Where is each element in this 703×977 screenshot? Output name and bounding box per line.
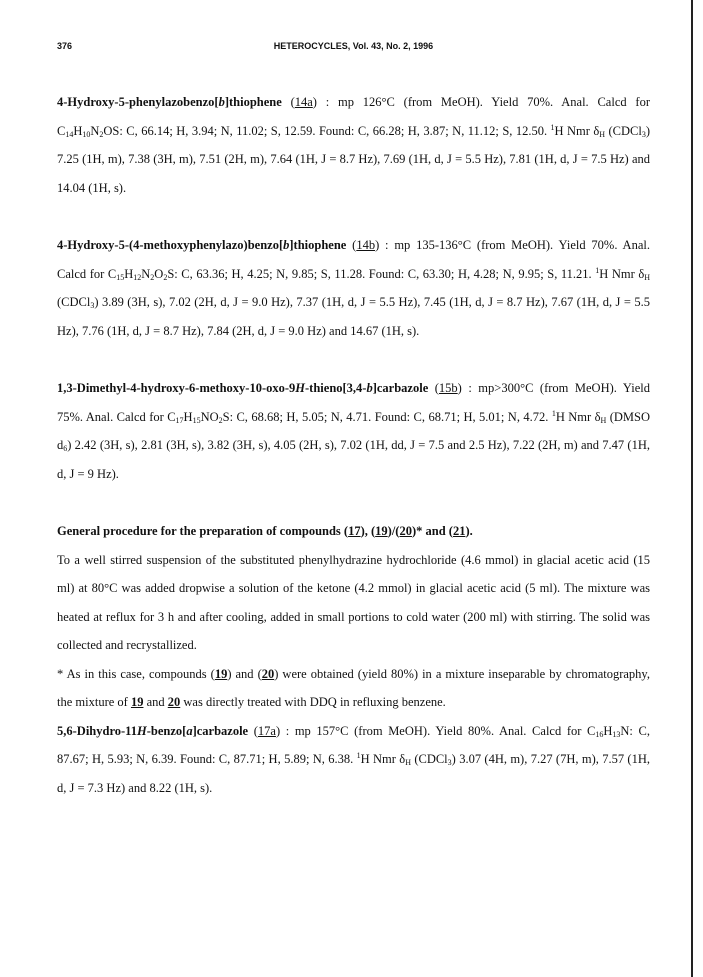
compound-number: 17 bbox=[348, 524, 361, 538]
compound-entry-14b: 4-Hydroxy-5-(4-methoxyphenylazo)benzo[b]thiophene (14b) : mp 135-136°C (from MeOH). Yield 70%. Anal. Calcd for $C_{15}H_{12}N_2O_2S$: C, 63.36; H, 4.25; N, 9.85; S, 11.28. Found: C, 63.30; H, 4.28; N, 9.95; S, 11.21. $^1$H Nmr $\delta_H$ (CDCl$_3$) 3.89 (3H, s), 7.02 (2H, d, J = 9.0 Hz), 7.37 (1H, d, J = 5.5 Hz), 7.45 (1H, d, J = 8.7 Hz), 7.67 (1H, d, J = 5.5 Hz), 7.76 (1H, d, J = 8.7 Hz), 7.84 (2H, d, J = 9.0 Hz) and 14.67 (1H, s). bbox=[57, 238, 650, 338]
page-number: 376 bbox=[57, 41, 73, 51]
procedure-heading: General procedure for the preparation of compounds (17), (19)/(20)* and (21). bbox=[57, 524, 473, 538]
running-header bbox=[57, 41, 650, 55]
compound-number: 21 bbox=[452, 524, 466, 538]
procedure-body: To a well stirred suspension of the substituted phenylhydrazine hydrochloride (4.6 mmol) in glacial acetic acid (15 ml) at 80°C was added dropwise a solution of the ketone (4.2 mmol) in glacial acetic acid (5 ml). The mixture was heated at reflux for 3 h and after cooling, added in small portions to cold water (200 ml) with stirring. The solid was collected and recrystallized. bbox=[57, 552, 650, 652]
procedure-footnote: * As in this case, compounds (19) and (20) were obtained (yield 80%) in a mixture inseparable by chromatography, the mixture of 19 and 20 was directly treated with DDQ in refluxing benzene. bbox=[57, 666, 650, 709]
compound-number: 20 bbox=[399, 524, 412, 538]
journal-header: HETEROCYCLES, Vol. 43, No. 2, 1996 bbox=[273, 41, 434, 51]
compound-name: 1,3-Dimethyl-4-hydroxy-6-methoxy-10-oxo-9H-thieno[3,4-b]carbazole bbox=[57, 381, 429, 395]
page-body bbox=[57, 88, 650, 802]
compound-entry-15b: 1,3-Dimethyl-4-hydroxy-6-methoxy-10-oxo-9H-thieno[3,4-b]carbazole (15b) : mp>300°C (from MeOH). Yield 75%. Anal. Calcd for $C_{17}H_{15}NO_2S$: C, 68.68; H, 5.05; N, 4.71. Found: C, 68.71; H, 5.01; N, 4.72. $^1$H Nmr $\delta_H$ (DMSO $d_6$) 2.42 (3H, s), 2.81 (3H, s), 3.82 (3H, s), 4.05 (2H, s), 7.02 (1H, dd, J = 7.5 and 2.5 Hz), 7.22 (2H, m) and 7.47 (1H, d, J = 9 Hz). bbox=[57, 381, 650, 481]
compound-name: 4-Hydroxy-5-phenylazobenzo[b]thiophene bbox=[57, 95, 282, 109]
compound-entry-14a: 4-Hydroxy-5-phenylazobenzo[b]thiophene (14a) : mp 126°C (from MeOH). Yield 70%. Anal. Calcd for $C_{14}H_{10}N_2OS$: C, 66.14; H, 3.94; N, 11.02; S, 12.59. Found: C, 66.28; H, 3.87; N, 11.12; S, 12.50. $^1$H Nmr $\delta_H$ (CDCl$_3$) 7.25 (1H, m), 7.38 (3H, m), 7.51 (2H, m), 7.64 (1H, J = 8.7 Hz), 7.69 (1H, d, J = 5.5 Hz), 7.81 (1H, d, J = 7.5 Hz) and 14.04 (1H, s). bbox=[57, 95, 650, 195]
compound-number: 20 bbox=[167, 695, 181, 709]
page-edge-line bbox=[691, 0, 693, 977]
compound-entry-17a: 5,6-Dihydro-11H-benzo[a]carbazole (17a) : mp 157°C (from MeOH). Yield 80%. Anal. Calcd for $C_{16}H_{13}N$: C, 87.67; H, 5.93; N, 6.39. Found: C, 87.71; H, 5.89; N, 6.38. $^1$H Nmr $\delta_H$ (CDCl$_3$) 3.07 (4H, m), 7.27 (7H, m), 7.57 (1H, d, J = 7.3 Hz) and 8.22 (1H, s). bbox=[57, 723, 651, 795]
compound-name: 4-Hydroxy-5-(4-methoxyphenylazo)benzo[b]thiophene bbox=[57, 238, 347, 252]
compound-number: 19 bbox=[130, 695, 144, 709]
compound-number: 15b bbox=[438, 381, 458, 395]
compound-number: 14a bbox=[294, 95, 313, 109]
compound-number: 14b bbox=[356, 238, 376, 252]
compound-name: 5,6-Dihydro-11H-benzo[a]carbazole bbox=[57, 723, 249, 738]
compound-number: 17a bbox=[257, 723, 276, 738]
compound-number: 20 bbox=[261, 666, 275, 681]
compound-number: 19 bbox=[375, 524, 388, 538]
compound-number: 19 bbox=[214, 666, 228, 681]
